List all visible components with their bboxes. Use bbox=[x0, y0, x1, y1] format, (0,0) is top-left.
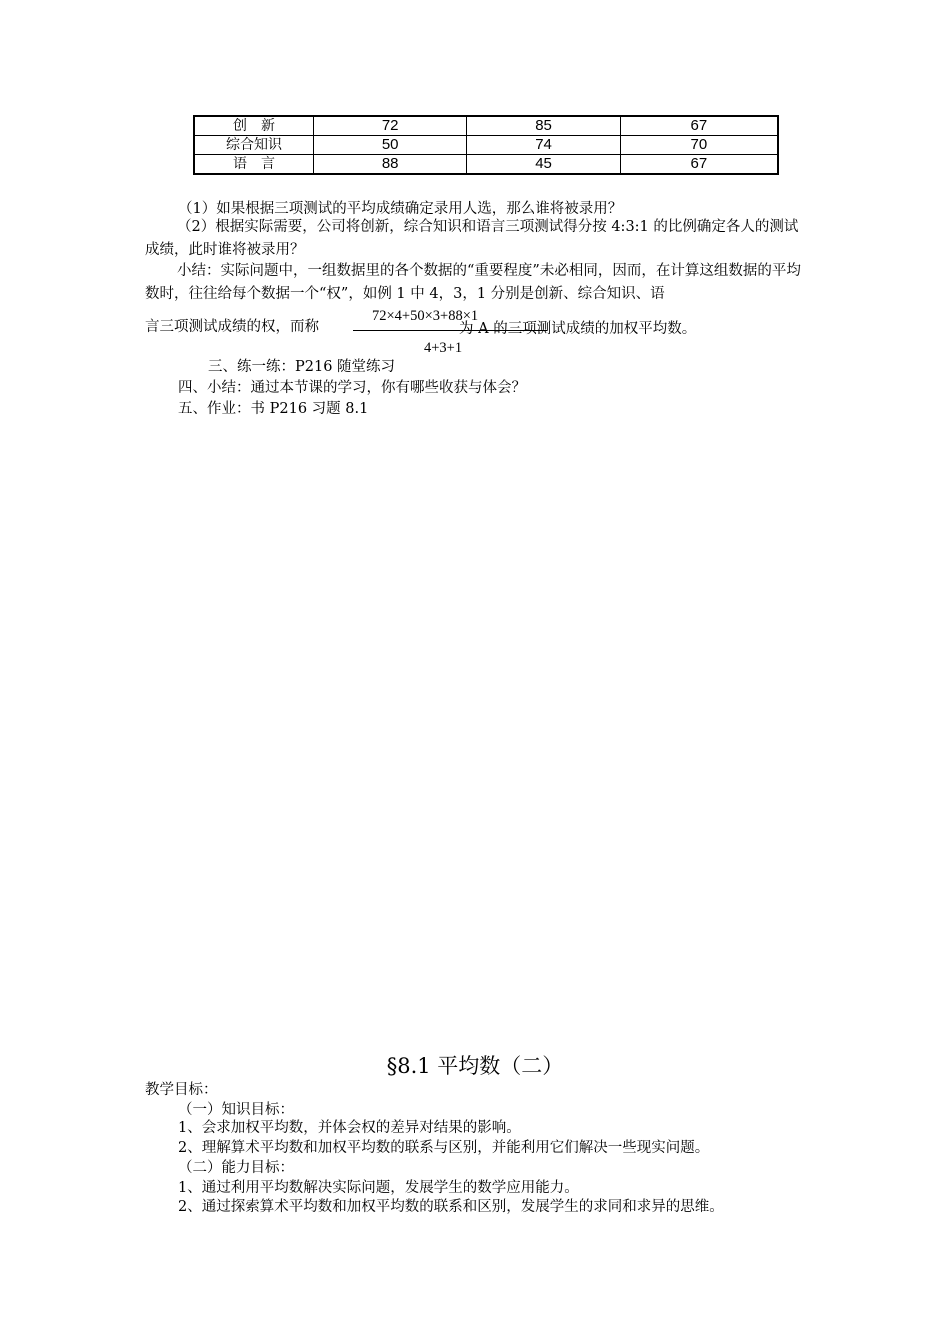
score-table bbox=[193, 115, 779, 175]
practice-line: 三、练一练：P216 随堂练习 bbox=[208, 359, 396, 375]
ability-heading: （二）能力目标： bbox=[178, 1160, 294, 1176]
row-label: 语 言 bbox=[194, 155, 314, 175]
fraction-numerator: 72×4+50×3+88×1 bbox=[372, 308, 479, 324]
fraction-caption: 为 A 的三项测试成绩的加权平均数。 bbox=[459, 321, 697, 337]
table-row bbox=[194, 116, 778, 136]
ability-item: 2、通过探索算术平均数和加权平均数的联系和区别，发展学生的求同和求异的思维。 bbox=[178, 1199, 724, 1215]
table-cell: 67 bbox=[620, 116, 778, 136]
homework-line: 五、作业：书 P216 习题 8.1 bbox=[178, 401, 369, 417]
section-title: §8.1 平均数（二） bbox=[386, 1054, 564, 1078]
summary-text: 小结：实际问题中，一组数据里的各个数据的“重要程度”未必相同，因而，在计算这组数据的平均数时，往往给每个数据一个“权”，如例 1 中 4，3，1 分别是创新、综合知识、语 bbox=[145, 263, 801, 302]
fraction-denominator: 4+3+1 bbox=[424, 340, 463, 356]
table-cell: 88 bbox=[314, 155, 467, 175]
table-cell: 50 bbox=[314, 136, 467, 155]
table-cell: 74 bbox=[467, 136, 620, 155]
table-row bbox=[194, 155, 778, 175]
table-cell: 72 bbox=[314, 116, 467, 136]
table-cell: 70 bbox=[620, 136, 778, 155]
knowledge-item: 2、理解算术平均数和加权平均数的联系与区别，并能利用它们解决一些现实问题。 bbox=[178, 1140, 710, 1156]
ability-item: 1、通过利用平均数解决实际问题，发展学生的数学应用能力。 bbox=[178, 1180, 579, 1196]
knowledge-item: 1、会求加权平均数，并体会权的差异对结果的影响。 bbox=[178, 1120, 521, 1136]
objectives-heading: 教学目标： bbox=[145, 1082, 218, 1098]
question-1: （1）如果根据三项测试的平均成绩确定录用人选，那么谁将被录用？ bbox=[178, 201, 623, 217]
summary-tail: 言三项测试成绩的权，而称 bbox=[145, 319, 319, 335]
wrapup-line: 四、小结：通过本节课的学习，你有哪些收获与体会？ bbox=[178, 380, 526, 396]
table-cell: 67 bbox=[620, 155, 778, 175]
knowledge-heading: （一）知识目标： bbox=[178, 1102, 294, 1118]
table-cell: 85 bbox=[467, 116, 620, 136]
table-cell: 45 bbox=[467, 155, 620, 175]
question-2: （2）根据实际需要，公司将创新，综合知识和语言三项测试得分按 4:3:1 的比例确定各人的测试成绩，此时谁将被录用？ bbox=[145, 219, 799, 258]
row-label: 综合知识 bbox=[194, 136, 314, 155]
table-row bbox=[194, 136, 778, 155]
row-label: 创 新 bbox=[194, 116, 314, 136]
